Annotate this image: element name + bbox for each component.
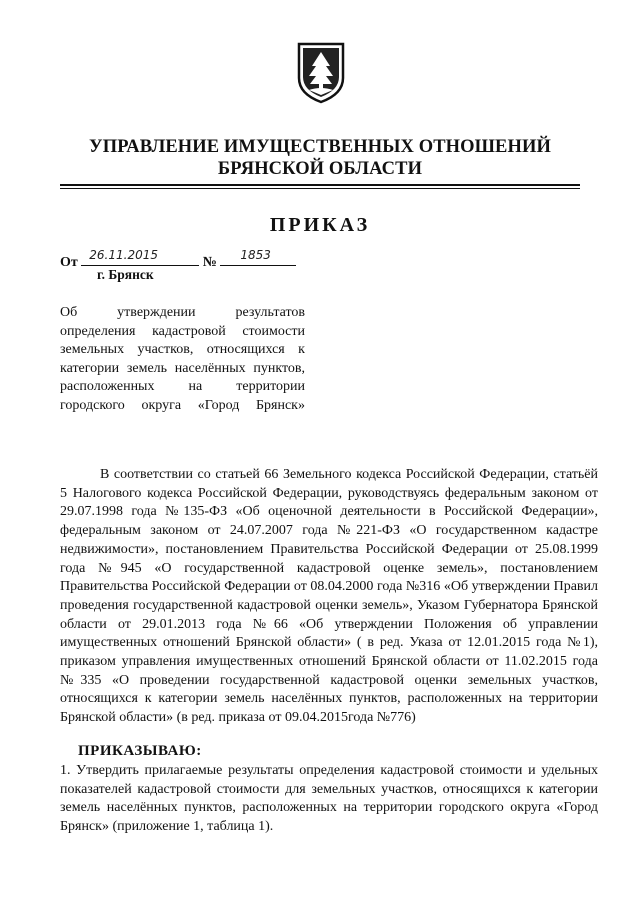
preamble <box>60 466 598 728</box>
number-value: 1853 <box>240 248 271 262</box>
order-item-1 <box>60 762 598 837</box>
header-rule-thick <box>60 184 580 186</box>
bryansk-coat-of-arms-icon <box>295 40 347 104</box>
header-rule-thin <box>60 188 580 189</box>
order-subject: Об утверждении результатов определения кадастровой стоимости земельных участков, относящихся к категории земель населённых пунктов, расположенных на территории городского округа «Город Брянск» <box>60 305 305 413</box>
city-label: г. Брянск <box>97 267 154 282</box>
date-field <box>81 250 199 266</box>
document-title: ПРИКАЗ <box>269 214 371 236</box>
order-word: ПРИКАЗЫВАЮ: <box>78 743 202 759</box>
preamble-paragraph: В соответствии со статьей 66 Земельного кодекса Российской Федерации, статьёй 5 Налогового кодекса Российской Федерации, руководствуясь федеральным законом от 29.07.1998 года №135-ФЗ «Об оценочной деятельности в Российской Федерации», федеральным законом от 24.07.2007 года №221-ФЗ «О государственном кадастре недвижимости», постановлением Правительства Российской Федерации от 25.08.1999 года №945 «О государственной кадастровой оценке земель», постановлением Правительства Российской Федерации от 08.04.2000 года №316 «Об утверждении Правил проведения государственной кадастровой оценки земель», Указом Губернатора Брянской области от 29.01.2013 года №66 «Об утверждении Положения об управлении имущественных отношений Брянской области» ( в ред. Указа от 12.01.2015 года №1), приказом управления имущественных отношений Брянской области от 11.02.2015 года №335 «О проведении государственной кадастровой оценки земельных участков, относящихся к категории земель населённых пунктов, расположенных на территории Брянской области» (в ред. приказа от 09.04.2015года №776) <box>60 467 598 726</box>
date-number-line <box>60 250 296 271</box>
org-name-line2: БРЯНСКОЙ ОБЛАСТИ <box>217 159 423 179</box>
org-name-line1: УПРАВЛЕНИЕ ИМУЩЕСТВЕННЫХ ОТНОШЕНИЙ <box>89 137 551 157</box>
number-prefix: № <box>202 255 217 270</box>
number-field <box>220 250 296 266</box>
date-prefix: От <box>60 255 78 270</box>
order-item-1-text: 1. Утвердить прилагаемые результаты определения кадастровой стоимости и удельных показателей кадастровой стоимости для земельных участков, относящихся к категории земель населённых пунктов, расположенных на территории городского округа «Город Брянск» (приложение 1, таблица 1). <box>60 763 598 835</box>
date-value: 26.11.2015 <box>89 248 158 262</box>
